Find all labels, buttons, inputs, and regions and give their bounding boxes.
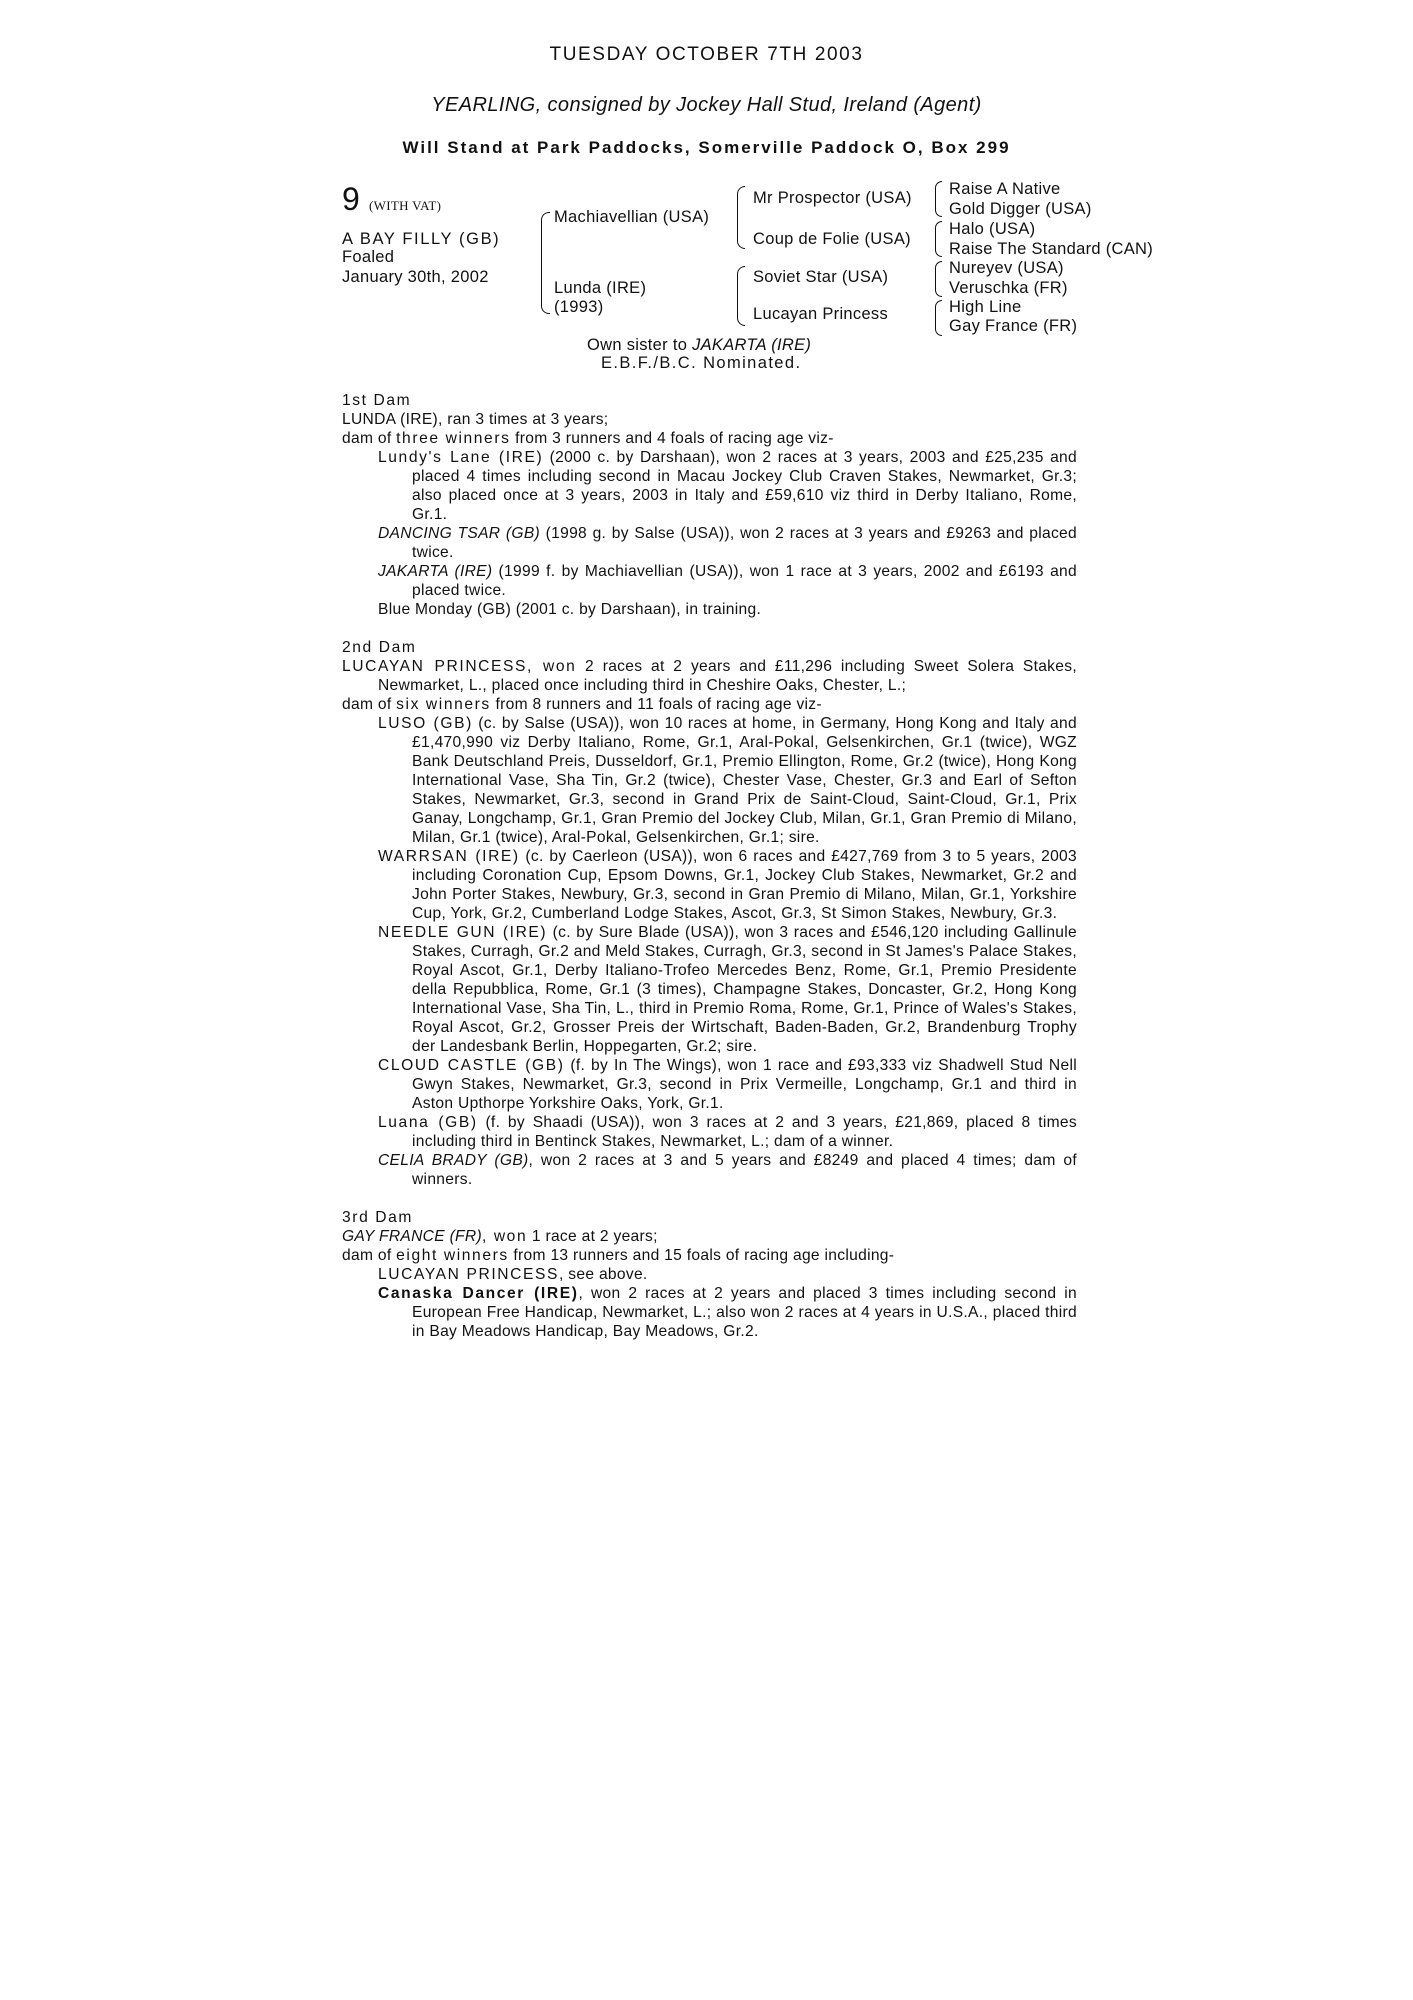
- pedigree-ggdam: Gay France (FR): [949, 317, 1078, 335]
- entry-text: (2000 c. by Darshaan), won 2 races at 3 years, 2003 and £25,235 and placed 4 times including second in Macau Jockey Club Craven Stakes, Newmarket, Gr.3; also placed once at 3 years, 2003 in Italy and £59,610 viz third in Derby Italiano, Rome, Gr.1.: [412, 449, 1077, 523]
- text: from 13 runners and 15 foals of racing age including-: [508, 1247, 895, 1264]
- pedigree-brace: [935, 239, 942, 257]
- pedigree-brace: [935, 261, 942, 280]
- produce-entry: [342, 714, 1077, 847]
- pedigree-brace: [935, 199, 942, 217]
- horse-name: DANCING TSAR (GB): [378, 525, 541, 542]
- entry-text: , see above.: [559, 1266, 648, 1283]
- produce-entry: [342, 562, 1077, 600]
- entry-text: (f. by In The Wings), won 1 race and £93,333 viz Shadwell Stud Nell Gwyn Stakes, Newmarket, Gr.3, second in Prix Vermeille, Longchamp, Gr.1 and third in Aston Upthorpe Yorkshire Oaks, York, Gr.1.: [412, 1057, 1077, 1112]
- horse-name: WARRSAN (IRE): [378, 848, 520, 865]
- pedigree-brace: [935, 221, 942, 240]
- lot-description: A BAY FILLY (GB): [342, 230, 501, 248]
- pedigree-sire-dam: Coup de Folie (USA): [753, 230, 911, 248]
- own-sister-line: [587, 336, 811, 355]
- pedigree-dam-year: (1993): [554, 298, 604, 316]
- pedigree-ggsire: Raise A Native: [949, 180, 1061, 198]
- entry-text: (c. by Caerleon (USA)), won 6 races and £427,769 from 3 to 5 years, 2003 including Coronation Cup, Epsom Downs, Gr.1, Jockey Club Stakes, Newmarket, Gr.2 and John Porter Stakes, Newbury, Gr.3, second in Gran Premio di Milano, Milan, Gr.1, Yorkshire Cup, York, Gr.2, Cumberland Lodge Stakes, Ascot, Gr.3, St Simon Stakes, Newbury, Gr.3.: [412, 848, 1077, 922]
- horse-name: JAKARTA (IRE): [378, 563, 493, 580]
- horse-name: CLOUD CASTLE (GB): [378, 1057, 565, 1074]
- pedigree-block: [0, 0, 1413, 400]
- second-dam-line: [342, 657, 1077, 695]
- winners-count: six winners: [396, 696, 491, 713]
- produce-entry: [342, 524, 1077, 562]
- entry-text: 2 races at 2 years and £11,296 including Sweet Solera Stakes, Newmarket, L., placed once including third in Cheshire Oaks, Chester, L.;: [378, 658, 1077, 694]
- pedigree-ggdam: Veruschka (FR): [949, 279, 1068, 297]
- entry-text: (1998 g. by Salse (USA)), won 2 races at 3 years and £9263 and placed twice.: [412, 525, 1077, 561]
- pedigree-brace: [541, 212, 550, 265]
- pedigree-dam-sire: Soviet Star (USA): [753, 268, 889, 286]
- pedigree-brace: [737, 266, 745, 295]
- text: from 3 runners and 4 foals of racing age viz-: [510, 430, 834, 447]
- entry-text: , won 2 races at 2 years and placed 3 times including second in European Free Handicap, Newmarket, L.; also won 2 races at 4 years in U.S.A., placed third in Bay Meadows Handicap, Bay Meadows, Gr.2.: [412, 1285, 1077, 1340]
- text: from 8 runners and 11 foals of racing age viz-: [490, 696, 822, 713]
- pedigree-dam: Lunda (IRE): [554, 279, 647, 297]
- third-dam-line: [342, 1227, 1077, 1246]
- pedigree-brace: [541, 264, 550, 314]
- first-dam-line: LUNDA (IRE), ran 3 times at 3 years;: [342, 411, 609, 428]
- horse-name: LUSO (GB): [378, 715, 473, 732]
- entry-text: (f. by Shaadi (USA)), won 3 races at 2 and 3 years, £21,869, placed 8 times including third in Bentinck Stakes, Newmarket, L.; dam of a winner.: [412, 1114, 1078, 1150]
- entry-text: , won 2 races at 3 and 5 years and £8249 and placed 4 times; dam of winners.: [412, 1152, 1077, 1188]
- horse-name: CELIA BRADY (GB): [378, 1152, 529, 1169]
- text: dam of: [342, 430, 397, 447]
- pedigree-brace: [935, 279, 942, 297]
- third-dam-heading: 3rd Dam: [342, 1209, 413, 1226]
- produce-entry: [342, 1151, 1077, 1189]
- entry-text: Blue Monday (GB) (2001 c. by Darshaan), in training.: [378, 601, 762, 618]
- pedigree-sire: Machiavellian (USA): [554, 208, 710, 226]
- horse-name: LUCAYAN PRINCESS: [342, 658, 528, 675]
- sale-date: TUESDAY OCTOBER 7TH 2003: [549, 44, 864, 65]
- second-dam-produce-line: [342, 695, 1077, 714]
- entry-text: (c. by Sure Blade (USA)), won 3 races and £546,120 including Gallinule Stakes, Curragh, Gr.2 and Meld Stakes, Curragh, Gr.3, second in St James's Palace Stakes, Royal Ascot, Gr.1, Derby Italiano-Trofeo Mercedes Benz, Rome, Gr.1, Premio Presidente della Repubblica, Rome, Gr.1 (3 times), Champagne Stakes, Doncaster, Gr.2, Hong Kong International Vase, Sha Tin, L., third in Premio Roma, Rome, Gr.1, Prince of Wales's Stakes, Royal Ascot, Gr.2, Grosser Preis der Wirtschaft, Baden-Baden, Gr.2, Brandenburg Trophy der Landesbank Berlin, Hoppegarten, Gr.2; sire.: [412, 924, 1077, 1055]
- pedigree-brace: [935, 318, 942, 336]
- catalogue-body: [342, 391, 1077, 1341]
- consignor-line: YEARLING, consigned by Jockey Hall Stud, Ireland (Agent): [431, 94, 982, 116]
- pedigree-ggdam: Gold Digger (USA): [949, 200, 1092, 218]
- first-dam-heading: 1st Dam: [342, 392, 412, 409]
- text: dam of: [342, 1247, 397, 1264]
- produce-entry: [342, 1265, 1077, 1284]
- first-dam-produce-line: [342, 429, 1077, 448]
- second-dam-heading: 2nd Dam: [342, 639, 417, 656]
- winners-count: three winners: [396, 430, 511, 447]
- horse-name: Lundy's Lane (IRE): [378, 449, 544, 466]
- horse-name: GAY FRANCE (FR): [342, 1228, 482, 1245]
- produce-entry: [342, 1113, 1077, 1151]
- produce-entry: [342, 923, 1077, 1056]
- horse-name: LUCAYAN PRINCESS: [378, 1266, 559, 1283]
- pedigree-dam-dam: Lucayan Princess: [753, 305, 889, 323]
- pedigree-brace: [737, 186, 745, 215]
- pedigree-ggdam: Raise The Standard (CAN): [949, 240, 1154, 258]
- own-sister-prefix: Own sister to: [587, 336, 688, 354]
- produce-entry: [342, 847, 1077, 923]
- produce-entry: [342, 1284, 1077, 1341]
- third-dam-produce-line: [342, 1246, 1077, 1265]
- entry-text: (c. by Salse (USA)), won 10 races at home, in Germany, Hong Kong and Italy and £1,470,990 viz Derby Italiano, Rome, Gr.1, Aral-Pokal, Gelsenkirchen, Gr.1 (twice), WGZ Bank Deutschland Preis, Dusseldorf, Gr.1, Premio Ellington, Rome, Gr.2 (twice), Hong Kong International Vase, Sha Tin, Gr.2 (twice), Chester Vase, Chester, Gr.3 and Earl of Sefton Stakes, Newmarket, Gr.3, second in Grand Prix de Saint-Cloud, Saint-Cloud, Gr.1, Prix Ganay, Longchamp, Gr.1, Gran Premio del Jockey Club, Milan, Gr.1, Gran Premio di Milano, Milan, Gr.1 (twice), Aral-Pokal, Gelsenkirchen, Gr.1; sire.: [412, 715, 1077, 846]
- horse-name: Luana (GB): [378, 1114, 478, 1131]
- pedigree-brace: [737, 214, 745, 249]
- text: , won: [481, 1228, 528, 1245]
- entry-text: 1 race at 2 years;: [527, 1228, 658, 1245]
- vat-label: (WITH VAT): [369, 198, 442, 213]
- foaled-label: Foaled: [342, 248, 395, 266]
- foaled-date: January 30th, 2002: [342, 268, 489, 286]
- entry-text: (1999 f. by Machiavellian (USA)), won 1 race at 3 years, 2002 and £6193 and placed twice.: [412, 563, 1077, 599]
- produce-entry: [342, 600, 1077, 619]
- own-sister-name: JAKARTA (IRE): [692, 336, 812, 354]
- horse-name: NEEDLE GUN (IRE): [378, 924, 548, 941]
- pedigree-brace: [737, 294, 745, 326]
- pedigree-sire-sire: Mr Prospector (USA): [753, 189, 912, 207]
- lot-number: 9: [342, 181, 361, 217]
- text: dam of: [342, 696, 397, 713]
- horse-name: Canaska Dancer (IRE): [378, 1285, 579, 1302]
- pedigree-ggsire: Halo (USA): [949, 220, 1036, 238]
- pedigree-ggsire: Nureyev (USA): [949, 259, 1064, 277]
- pedigree-ggsire: High Line: [949, 298, 1022, 316]
- produce-entry: [342, 448, 1077, 524]
- winners-count: eight winners: [396, 1247, 509, 1264]
- text: , won: [527, 658, 577, 675]
- pedigree-brace: [935, 181, 942, 200]
- nomination-line: E.B.F./B.C. Nominated.: [601, 354, 802, 372]
- produce-entry: [342, 1056, 1077, 1113]
- pedigree-brace: [935, 300, 942, 319]
- stand-location: Will Stand at Park Paddocks, Somerville Paddock O, Box 299: [402, 138, 1011, 157]
